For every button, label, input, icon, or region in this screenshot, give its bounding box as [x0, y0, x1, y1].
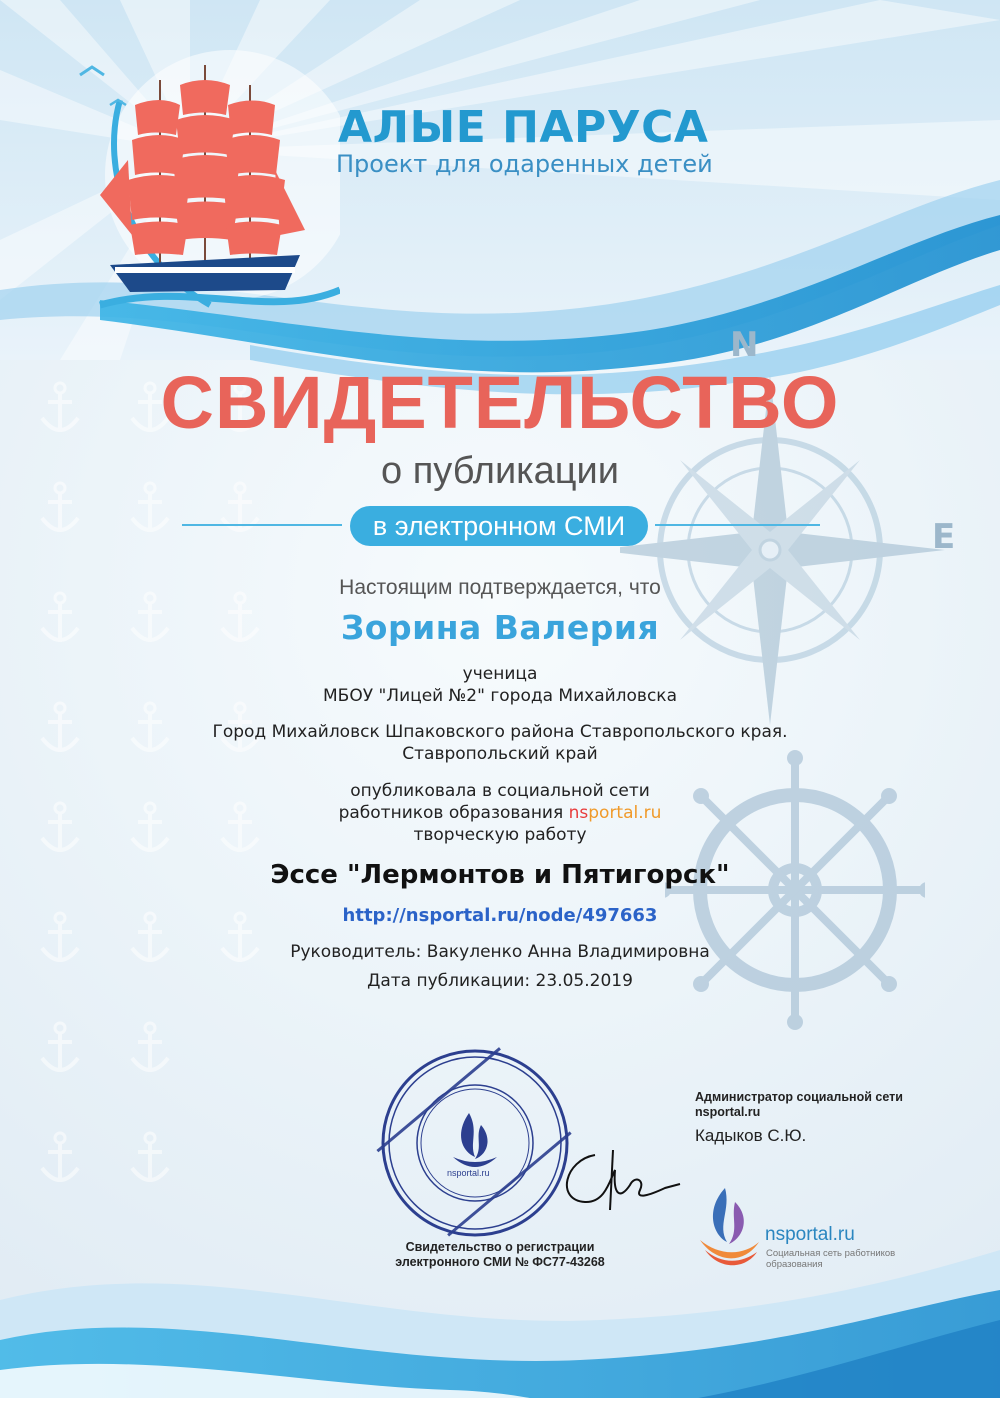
- site-name-portal[interactable]: portal.ru: [588, 803, 662, 823]
- compass-e-label: E: [932, 517, 956, 557]
- work-url-link[interactable]: http://nsportal.ru/node/497663: [342, 905, 658, 926]
- published-prefix: работников образования: [338, 803, 569, 823]
- role-text: ученица: [462, 664, 538, 684]
- confirm-text: Настоящим подтверждается, что: [339, 576, 661, 599]
- location-line-2: Ставропольский край: [402, 744, 598, 764]
- school-text: МБОУ "Лицей №2" города Михайловска: [323, 686, 677, 706]
- nsportal-logo-text: nsportal.ru: [765, 1224, 855, 1245]
- published-line-1: опубликовала в социальной сети: [350, 781, 650, 801]
- publication-date: Дата публикации: 23.05.2019: [367, 971, 633, 991]
- stamp-flame-icon: [453, 1113, 497, 1167]
- published-line-3: творческую работу: [413, 825, 587, 845]
- admin-title: Администратор социальной сети nsportal.ru: [695, 1090, 903, 1119]
- site-name-ns[interactable]: ns: [568, 803, 589, 823]
- person-name: Зорина Валерия: [340, 608, 660, 647]
- admin-name: Кадыков С.Ю.: [695, 1126, 807, 1145]
- seagull-icon: [80, 67, 104, 75]
- registration-text: Свидетельство о регистрации электронного СМИ № ФС77-43268: [395, 1240, 605, 1269]
- signature: [555, 1140, 685, 1220]
- certificate-title: СВИДЕТЕЛЬСТВО: [160, 361, 840, 444]
- official-stamp: [375, 1045, 575, 1245]
- smi-badge: в электронном СМИ: [350, 506, 648, 546]
- stamp-label: nsportal.ru: [447, 1168, 490, 1178]
- location-line-1: Город Михайловск Шпаковского района Ставропольского края.: [212, 722, 788, 742]
- work-title: Эссе "Лермонтов и Пятигорск": [270, 860, 730, 890]
- divider-line: [182, 524, 342, 526]
- published-line-2: [0, 803, 1000, 823]
- divider-line: [655, 524, 820, 526]
- brand-subtitle: Проект для одаренных детей: [336, 150, 713, 178]
- ship-logo: [40, 20, 340, 320]
- nsportal-logo-icon: [695, 1180, 765, 1275]
- compass-n-label: N: [730, 325, 759, 365]
- nsportal-logo-subtitle: Социальная сеть работников образования: [766, 1248, 896, 1270]
- brand-title: АЛЫЕ ПАРУСА: [338, 102, 709, 153]
- certificate-subtitle: о публикации: [381, 450, 619, 492]
- supervisor-text: Руководитель: Вакуленко Анна Владимировна: [290, 942, 710, 962]
